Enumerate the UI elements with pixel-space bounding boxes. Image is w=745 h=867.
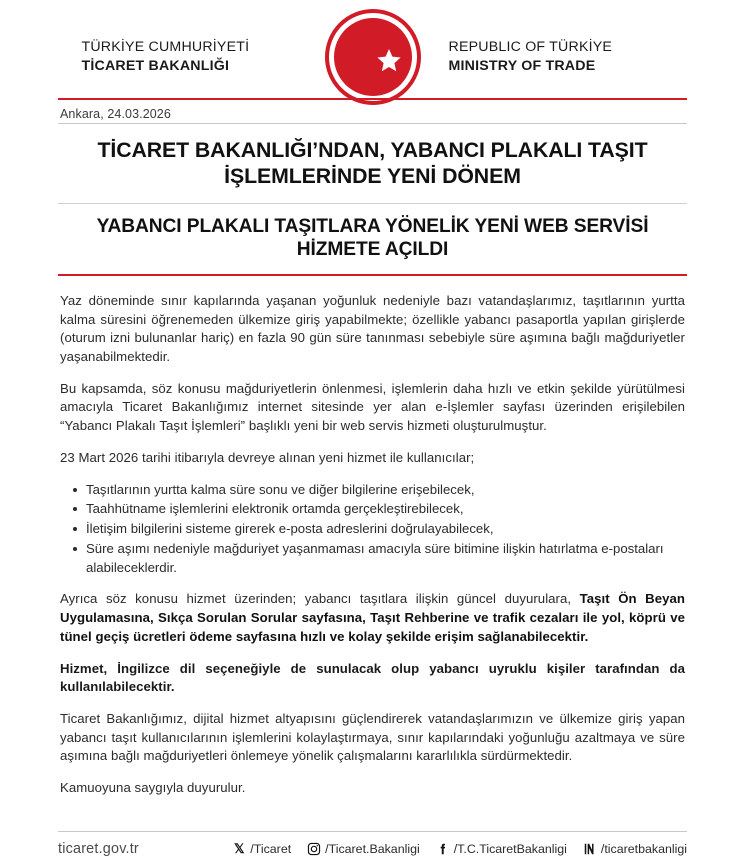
- header-right-line1: REPUBLIC OF TÜRKİYE: [448, 38, 613, 55]
- linkedin-icon: [583, 842, 597, 856]
- paragraph-3-emphasis: Taşıt Ön Beyan Uygulamasına, Sıkça Sorulan Sorular sayfasına, Taşıt Rehberine ve trafik cezaları ile yol, köprü ve tünel geçiş ücretleri ödeme sayfasına hızlı ve kolay şekilde erişim sağlanabilecektir.: [60, 591, 685, 644]
- paragraph-1: Yaz döneminde sınır kapılarında yaşanan yoğunluk nedeniyle bazı vatandaşlarımız, taşıtlarının yurtta kalma süresini öğrenemeden ülkemize giriş yapabilmekte; özellikle yabancı pasaportla yapılan girişlerde (oturum izni bulunanlar hariç) en fazla 90 gün süre tanınması sebebiyle süre aşımına bağlı mağduriyetler yaşanabilmektedir.: [60, 292, 685, 364]
- subtitle-accent-rule: [58, 274, 687, 276]
- social-label-x: /Ticaret: [250, 842, 292, 856]
- facebook-icon: [436, 842, 450, 856]
- paragraph-6: Kamuoyuna saygıyla duyurulur.: [60, 780, 246, 796]
- paragraph-2: Bu kapsamda, söz konusu mağduriyetlerin önlenmesi, işlemlerin daha hızlı ve etkin şekilde yürütülmesi amacıyla Ticaret Bakanlığımız internet sitesinde yer alan e-İşlemler sayfası üzerinden erişilebilen “Yabancı Plakalı Taşıt İşlemleri” başlıklı yeni bir web servis hizmeti oluşturulmuştur.: [60, 380, 685, 434]
- bullet-list-lead-in: 23 Mart 2026 tarihi itibarıyla devreye alınan yeni hizmet ile kullanıcılar;: [60, 449, 475, 465]
- instagram-icon: [307, 842, 321, 856]
- header-right-text: [449, 38, 664, 76]
- title-divider: [58, 203, 687, 204]
- social-link-linkedin[interactable]: [583, 842, 687, 856]
- social-link-instagram[interactable]: [307, 842, 420, 856]
- footer-divider: [58, 831, 687, 832]
- website-link[interactable]: ticaret.gov.tr: [58, 841, 139, 857]
- paragraph-4: Hizmet, İngilizce dil seçeneğiyle de sunulacak olup yabancı uyruklu kişiler tarafından da kullanılabilecektir.: [60, 660, 685, 695]
- header-left-line2: TİCARET BAKANLIĞI: [81, 58, 230, 74]
- turkish-state-emblem-icon: [325, 9, 421, 105]
- list-item: Taşıtlarının yurtta kalma süre sonu ve diğer bilgilerine erişebilecek,: [86, 481, 685, 500]
- paragraph-5: Ticaret Bakanlığımız, dijital hizmet altyapısını güçlendirerek vatandaşlarımızın ve ülkemize giriş yapan yabancı taşıt kullanıcılarının işlemlerini kolaylaştırmaya, sınır kapılarındaki yoğunluğu azaltmaya ve süre aşımına bağlı mağduriyetleri önlemeye yönelik çalışmalarını kararlılıkla sürdürmektedir.: [60, 711, 685, 764]
- page-title: TİCARET BAKANLIĞI’NDAN, YABANCI PLAKALI TAŞIT İŞLEMLERİNDE YENİ DÖNEM: [97, 138, 648, 188]
- social-link-facebook[interactable]: [436, 842, 567, 856]
- list-item: Taahhütname işlemlerini elektronik ortamda gerçekleştirebilecek,: [86, 500, 685, 519]
- social-label-facebook: /T.C.TicaretBakanligi: [453, 842, 567, 856]
- page-subtitle: YABANCI PLAKALI TAŞITLARA YÖNELİK YENİ WEB SERVİSİ HİZMETE AÇILDI: [96, 215, 649, 261]
- benefits-list: [60, 481, 685, 578]
- list-item: İletişim bilgilerini sisteme girerek e-posta adreslerini doğrulayabilecek,: [86, 520, 685, 539]
- x-twitter-icon: 𝕏: [234, 841, 245, 856]
- social-link-x[interactable]: [232, 842, 291, 856]
- header-left-text: [82, 38, 297, 76]
- date-line: Ankara, 24.03.2026: [60, 107, 171, 121]
- paragraph-3-text: Ayrıca söz konusu hizmet üzerinden; yabancı taşıtlara ilişkin güncel duyurulara,: [60, 591, 580, 607]
- paragraph-3: [60, 590, 685, 646]
- social-label-instagram: /Ticaret.Bakanligi: [325, 842, 420, 856]
- header-left-line1: TÜRKİYE CUMHURİYETİ: [81, 38, 250, 55]
- list-item: Süre aşımı nedeniyle mağduriyet yaşanmaması amacıyla süre bitimine ilişkin hatırlatma e-postaları alabileceklerdir.: [86, 540, 685, 577]
- document-body: [58, 292, 687, 798]
- date-divider: [58, 123, 687, 124]
- social-label-linkedin: /ticaretbakanligi: [600, 842, 687, 856]
- header-right-line2: MINISTRY OF TRADE: [448, 58, 596, 74]
- social-links: [232, 842, 687, 856]
- document-header: [58, 0, 687, 92]
- document-footer: [58, 831, 687, 857]
